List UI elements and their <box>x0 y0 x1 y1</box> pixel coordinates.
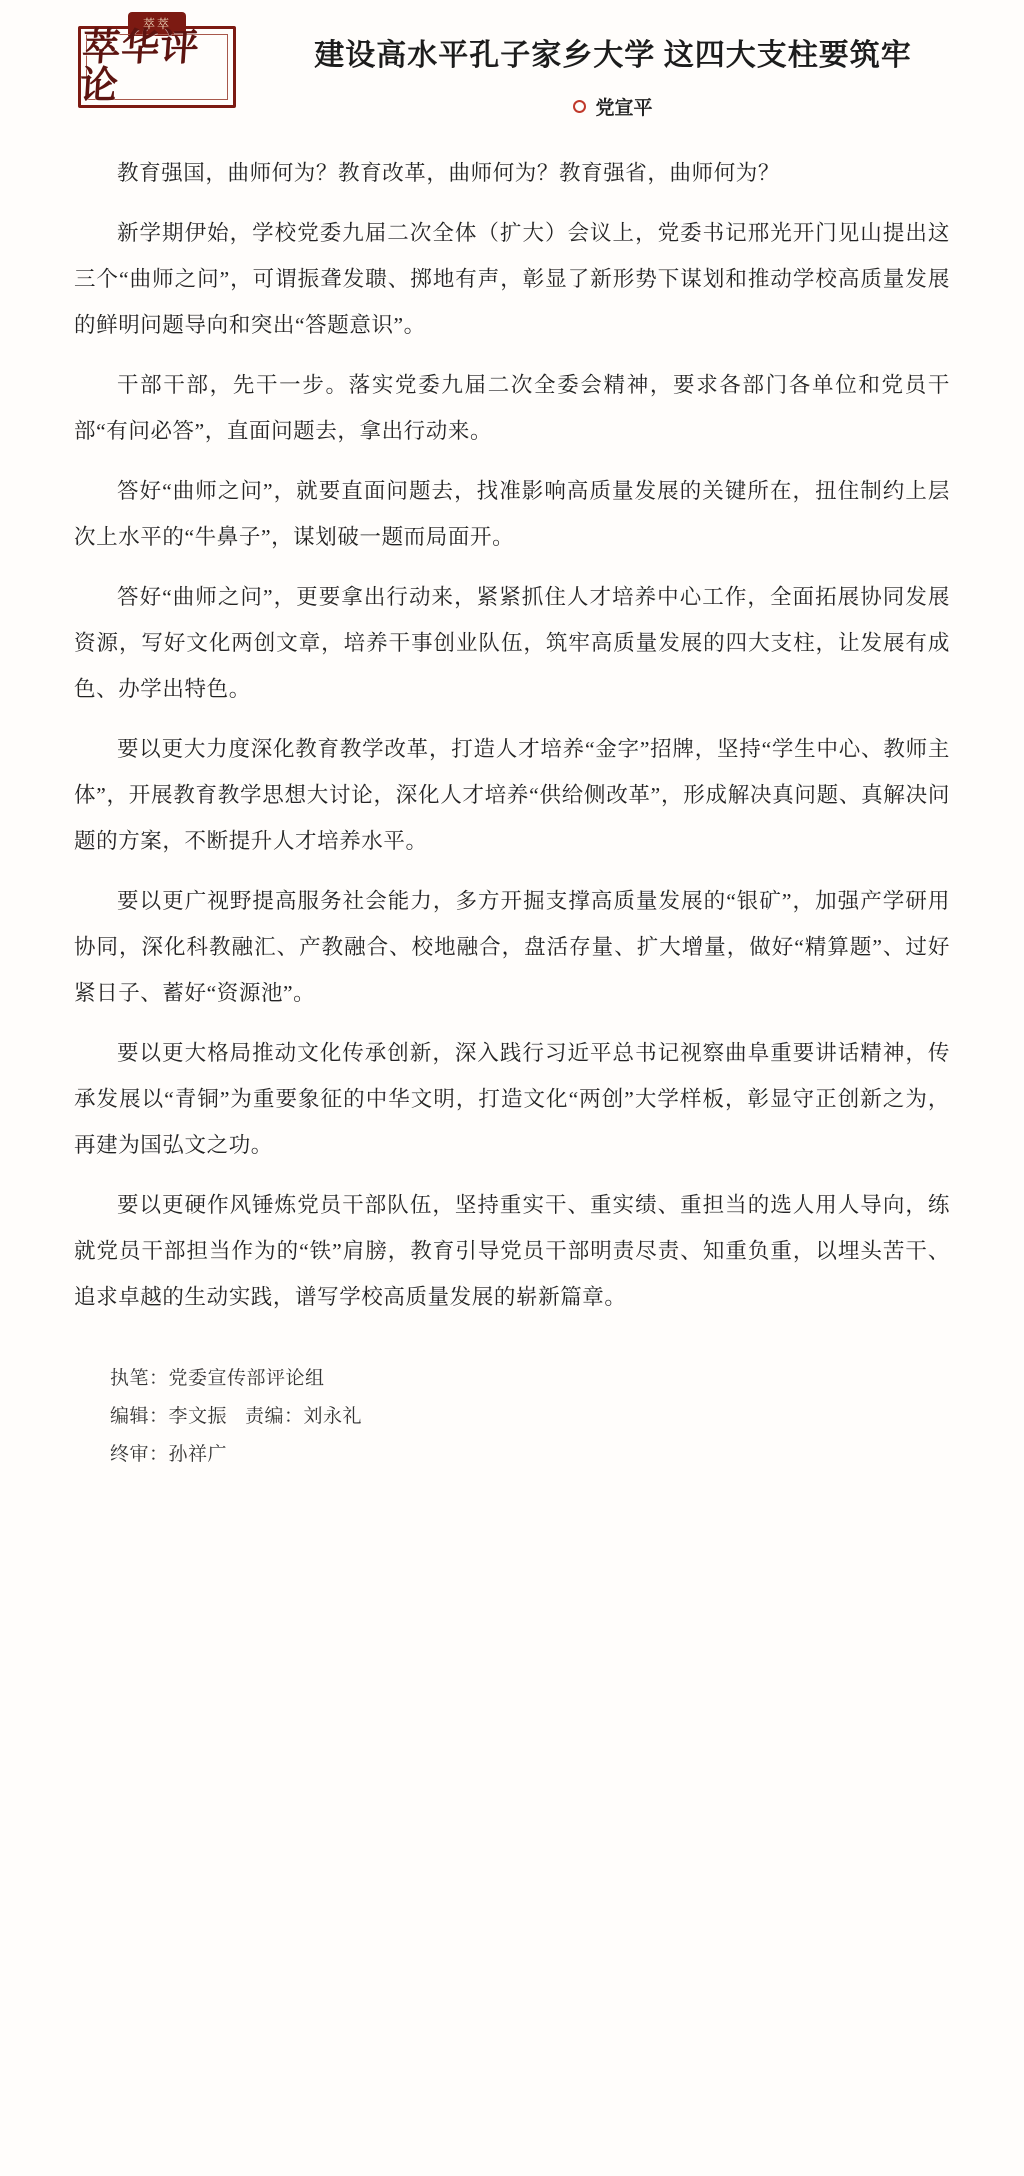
paragraph: 要以更硬作风锤炼党员干部队伍，坚持重实干、重实绩、重担当的选人用人导向，练就党员干部担当作为的“铁”肩膀，教育引导党员干部明责尽责、知重负重，以埋头苦干、追求卓越的生动实践，谱写学校高质量发展的崭新篇章。 <box>74 1193 950 1309</box>
final-review-value: 孙祥广 <box>168 1444 228 1465</box>
article-footer <box>0 1334 1024 1474</box>
article-header <box>0 0 1024 120</box>
writer-label: 执笔： <box>110 1368 169 1389</box>
paragraph: 答好“曲师之问”，更要拿出行动来，紧紧抓住人才培养中心工作，全面拓展协同发展资源，写好文化两创文章，培养干事创业队伍，筑牢高质量发展的四大支柱，让发展有成色、办学出特色。 <box>74 585 950 701</box>
paragraph: 教育强国，曲师何为？教育改革，曲师何为？教育强省，曲师何为？ <box>117 161 781 185</box>
footer-final-review-line <box>110 1436 950 1474</box>
circle-icon <box>573 100 586 113</box>
byline-author: 党宣平 <box>595 98 653 119</box>
byline <box>242 93 984 120</box>
title-block <box>236 22 984 120</box>
article-body <box>0 120 1024 1320</box>
footer-editor-line <box>110 1398 950 1436</box>
paragraph: 干部干部，先干一步。落实党委九届二次全委会精神，要求各部门各单位和党员干部“有问必答”，直面问题去，拿出行动来。 <box>74 373 950 443</box>
paragraph: 要以更大格局推动文化传承创新，深入践行习近平总书记视察曲阜重要讲话精神，传承发展以“青铜”为重要象征的中华文明，打造文化“两创”大学样板，彰显守正创新之为，再建为国弘文之功。 <box>74 1041 950 1157</box>
paragraph: 答好“曲师之问”，就要直面问题去，找准影响高质量发展的关键所在，扭住制约上层次上水平的“牛鼻子”，谋划破一题而局面开。 <box>74 479 950 549</box>
logo-text: 萃华评论 <box>78 27 201 107</box>
paragraph: 要以更广视野提高服务社会能力，多方开掘支撑高质量发展的“银矿”，加强产学研用协同，深化科教融汇、产教融合、校地融合，盘活存量、扩大增量，做好“精算题”、过好紧日子、蓄好“资源池”。 <box>74 889 950 1005</box>
footer-writer-line <box>110 1360 950 1398</box>
logo-cap-label: 萃萃 <box>128 12 186 36</box>
chief-editor-label: 责编： <box>245 1406 304 1427</box>
editor-label: 编辑： <box>110 1406 169 1427</box>
final-review-label: 终审： <box>110 1444 169 1465</box>
paragraph: 新学期伊始，学校党委九届二次全体（扩大）会议上，党委书记邢光开门见山提出这三个“曲师之问”，可谓振聋发聩、掷地有声，彰显了新形势下谋划和推动学校高质量发展的鲜明问题导向和突出“答题意识”。 <box>74 221 950 337</box>
page-title: 建设高水平孔子家乡大学 这四大支柱要筑牢 <box>314 39 912 72</box>
paragraph: 要以更大力度深化教育教学改革，打造人才培养“金字”招牌，坚持“学生中心、教师主体”，开展教育教学思想大讨论，深化人才培养“供给侧改革”，形成解决真问题、真解决问题的方案，不断提升人才培养水平。 <box>74 737 950 853</box>
logo-frame <box>78 17 236 108</box>
editor-value: 李文振 <box>168 1406 228 1427</box>
publication-logo <box>78 17 236 108</box>
writer-value: 党委宣传部评论组 <box>168 1368 325 1389</box>
chief-editor-value: 刘永礼 <box>303 1406 363 1427</box>
